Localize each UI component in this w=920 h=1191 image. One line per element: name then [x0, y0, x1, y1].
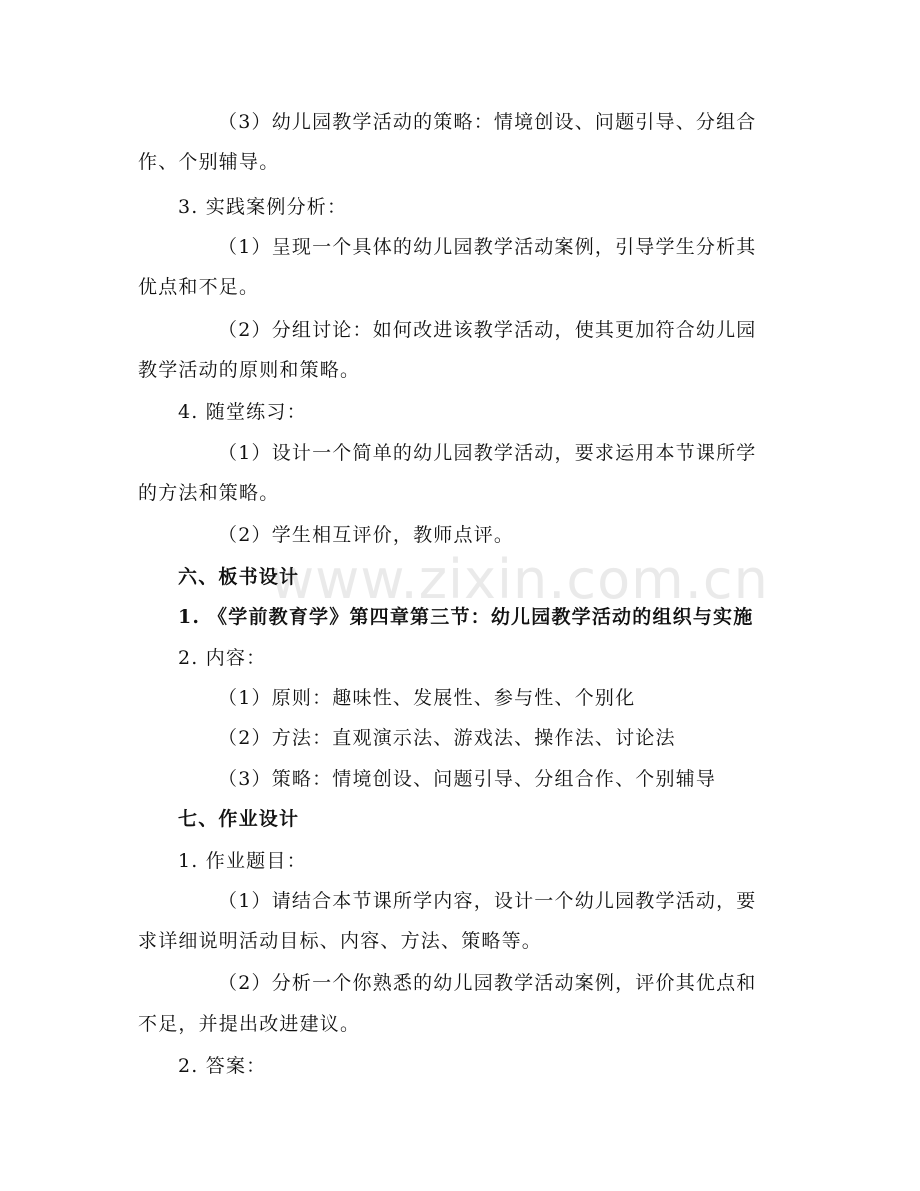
- paragraph-line: 的方法和策略。: [138, 482, 280, 504]
- paragraph-line: 优点和不足。: [138, 276, 260, 298]
- paragraph-line: （1）呈现一个具体的幼儿园教学活动案例，引导学生分析其: [218, 236, 757, 258]
- paragraph-line: 不足，并提出改进建议。: [138, 1013, 361, 1035]
- numbered-item: 1. 作业题目：: [178, 850, 307, 872]
- paragraph-line: （2）分析一个你熟悉的幼儿园教学活动案例，评价其优点和: [218, 972, 757, 994]
- paragraph-line: 教学活动的原则和策略。: [138, 359, 361, 381]
- paragraph-line: （1）设计一个简单的幼儿园教学活动，要求运用本节课所学: [218, 442, 757, 464]
- section-heading: 六、板书设计: [178, 566, 300, 588]
- paragraph-line: （1）请结合本节课所学内容，设计一个幼儿园教学活动，要: [218, 890, 757, 912]
- numbered-item: 4. 随堂练习：: [178, 401, 307, 423]
- board-title: 1. 《学前教育学》第四章第三节：幼儿园教学活动的组织与实施: [178, 606, 754, 628]
- paragraph-line: （3）幼儿园教学活动的策略：情境创设、问题引导、分组合: [218, 111, 757, 133]
- paragraph-line: （2）分组讨论：如何改进该教学活动，使其更加符合幼儿园: [218, 319, 757, 341]
- numbered-item: 2. 内容：: [178, 647, 267, 669]
- section-heading: 七、作业设计: [178, 808, 300, 830]
- paragraph-line: （1）原则：趣味性、发展性、参与性、个别化: [218, 687, 636, 709]
- paragraph-line: 求详细说明活动目标、内容、方法、策略等。: [138, 930, 543, 952]
- numbered-item: 3. 实践案例分析：: [178, 196, 348, 218]
- paragraph-line: （2）学生相互评价，教师点评。: [218, 524, 515, 546]
- numbered-item: 2. 答案：: [178, 1055, 267, 1077]
- paragraph-line: （2）方法：直观演示法、游戏法、操作法、讨论法: [218, 727, 676, 749]
- paragraph-line: （3）策略：情境创设、问题引导、分组合作、个别辅导: [218, 768, 717, 790]
- paragraph-line: 作、个别辅导。: [138, 151, 280, 173]
- watermark: www.zixin.com.cn: [270, 548, 769, 611]
